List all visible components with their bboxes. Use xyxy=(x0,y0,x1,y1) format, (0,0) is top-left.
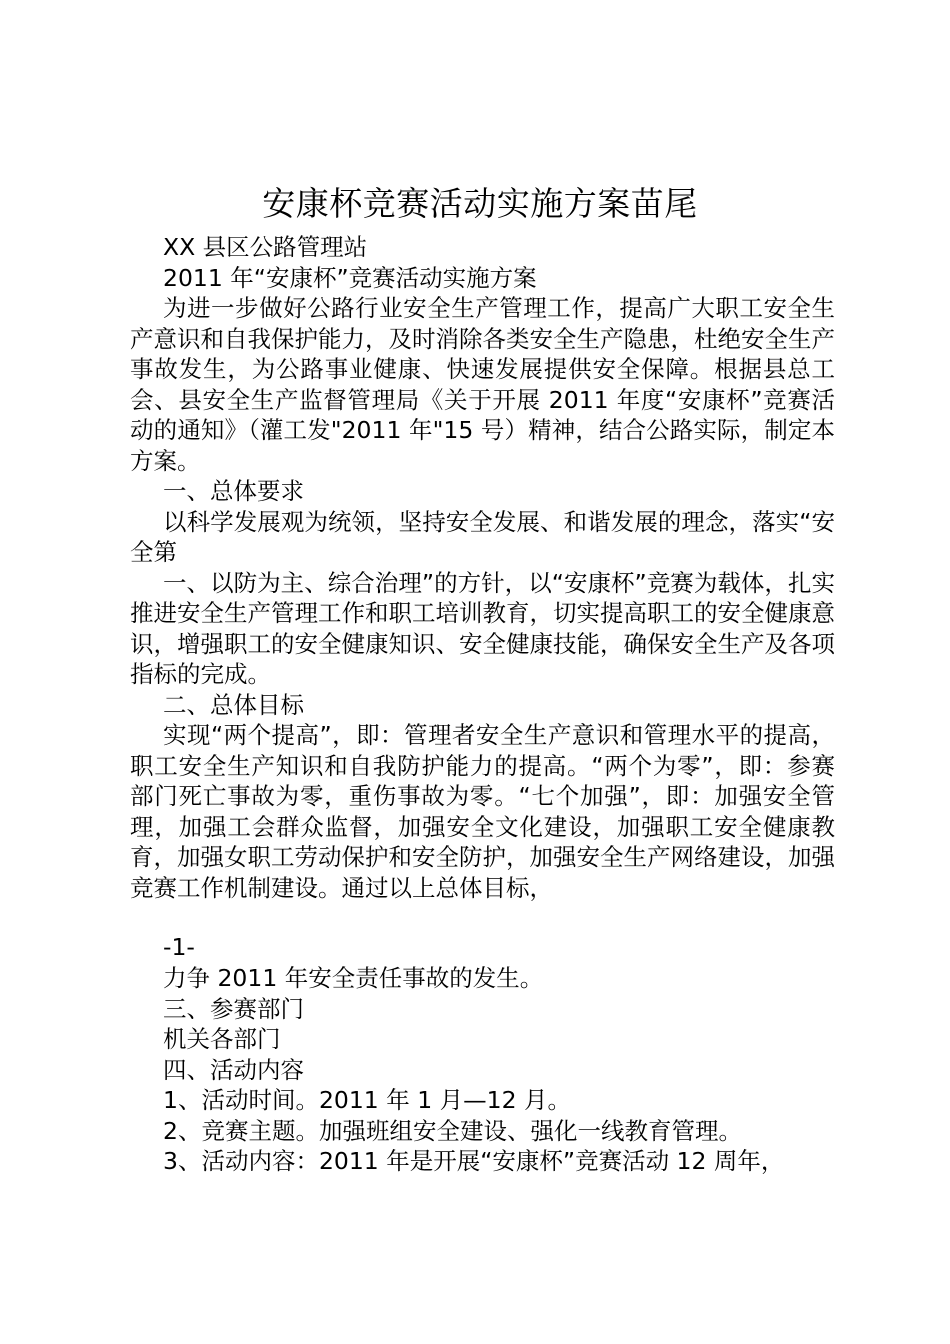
page2-line-1: 力争 2011 年安全责任事故的发生。 xyxy=(163,964,544,992)
page1-body xyxy=(130,232,835,903)
section2-paragraph: 实现“两个提高”，即：管理者安全生产意识和管理水平的提高，职工安全生产知识和自我防护能力的提高。“两个为零”，即：参赛部门死亡事故为零，重伤事故为零。“七个加强”，即：加强安全管理，加强工会群众监督，加强安全文化建设，加强职工安全健康教育，加强女职工劳动保护和安全防护，加强安全生产网络建设，加强竞赛工作机制建设。通过以上总体目标， xyxy=(130,721,835,902)
section4-heading: 四、活动内容 xyxy=(163,1055,304,1084)
section1-heading: 一、总体要求 xyxy=(163,477,304,505)
list-item-theme: 2、竞赛主题。加强班组安全建设、强化一线教育管理。 xyxy=(163,1116,742,1145)
section2-heading: 二、总体目标 xyxy=(163,690,304,719)
org-line: XX 县区公路管理站 xyxy=(163,233,368,261)
section3-body: 机关各部门 xyxy=(163,1025,281,1053)
document-title: 安康杯竞赛活动实施方案苗尾 xyxy=(262,184,698,223)
list-item-time: 1、活动时间。2011 年 1 月—12 月。 xyxy=(163,1086,571,1114)
section1-paragraph-1: 以科学发展观为统领，坚持安全发展、和谐发展的理念，落实“安全第 xyxy=(130,507,835,566)
page-number: -1- xyxy=(163,933,195,961)
section3-heading: 三、参赛部门 xyxy=(163,994,304,1023)
intro-paragraph: 为进一步做好公路行业安全生产管理工作，提高广大职工安全生产意识和自我保护能力，及时消除各类安全生产隐患，杜绝安全生产事故发生，为公路事业健康、快速发展提供安全保障。根据县总工会、县安全生产监督管理局《关于开展 2011 年度“安康杯”竞赛活动的通知》（灌工发"2011 年"15 号）精神，结合公路实际，制定本方案。 xyxy=(130,294,835,475)
list-item-content: 3、活动内容：2011 年是开展“安康杯”竞赛活动 12 周年， xyxy=(163,1147,785,1175)
subtitle-line: 2011 年“安康杯”竞赛活动实施方案 xyxy=(163,263,537,292)
page2-body xyxy=(130,963,835,1177)
section1-paragraph-2: 一、以防为主、综合治理”的方针，以“安康杯”竞赛为载体，扎实推进安全生产管理工作和职工培训教育，切实提高职工的安全健康意识，增强职工的安全健康知识、安全健康技能，确保安全生产及各项指标的完成。 xyxy=(130,568,835,688)
